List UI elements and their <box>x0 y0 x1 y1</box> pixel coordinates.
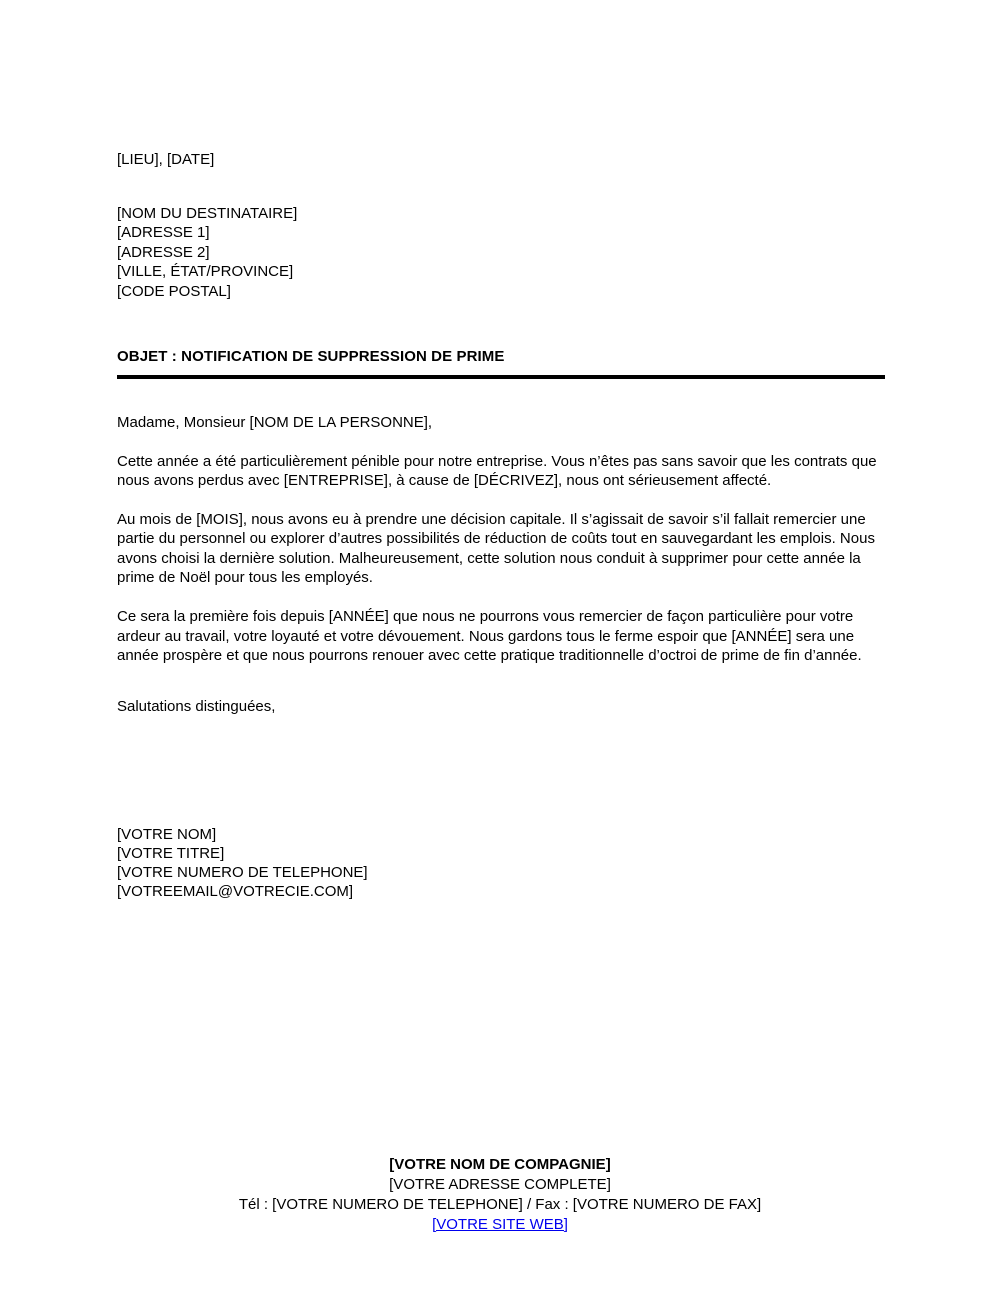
spacer-after-rule <box>117 379 885 413</box>
signature-space <box>117 716 885 782</box>
recipient-name: [NOM DU DESTINATAIRE] <box>117 204 298 222</box>
signer-title: [VOTRE TITRE] <box>117 845 225 863</box>
footer-company-name: [VOTRE NOM DE COMPAGNIE] <box>389 1156 611 1173</box>
signature-space-extra <box>117 782 885 825</box>
subject-line: OBJET : NOTIFICATION DE SUPPRESSION DE PRIME <box>117 348 505 365</box>
recipient-address-2: [ADRESSE 2] <box>117 243 210 261</box>
page-footer <box>0 1155 1000 1235</box>
signature-block <box>117 825 885 901</box>
signer-phone: [VOTRE NUMERO DE TELEPHONE] <box>117 864 368 882</box>
footer-contact: Tél : [VOTRE NUMERO DE TELEPHONE] / Fax : [VOTRE NUMERO DE FAX] <box>238 1196 762 1213</box>
spacer-before-subject <box>117 301 885 347</box>
recipient-address-1: [ADRESSE 1] <box>117 224 210 241</box>
signer-email: [VOTREEMAIL@VOTRECIE.COM] <box>117 883 354 901</box>
footer-website-link[interactable]: [VOTRE SITE WEB] <box>432 1216 568 1233</box>
paragraph-1: Cette année a été particulièrement pénible pour notre entreprise. Vous n’êtes pas sans savoir que les contrats que nous avons perdus avec [ENTREPRISE], à cause de [DÉCRIVEZ], nous ont sérieusement affecté. <box>117 452 877 490</box>
recipient-city-state: [VILLE, ÉTAT/PROVINCE] <box>117 263 294 280</box>
date-line: [LIEU], [DATE] <box>117 151 215 168</box>
spacer-after-date <box>117 170 885 204</box>
paragraph-2: Au mois de [MOIS], nous avons eu à prendre une décision capitale. Il s’agissait de savoir s’il fallait remercier une partie du personnel ou explorer d’autres possibilités de réduction de coûts tout en sauvegardant les emplois. Nous avons choisi la dernière solution. Malheureusement, cette solution nous conduit à supprimer pour cette année la prime de Noël pour tous les employés. <box>117 510 875 587</box>
recipient-postal-code: [CODE POSTAL] <box>117 282 231 300</box>
date-line-block <box>117 150 885 170</box>
paragraph-3: Ce sera la première fois depuis [ANNÉE] que nous ne pourrons vous remercier de façon particulière pour votre ardeur au travail, votre loyauté et votre dévouement. Nous gardons tous le ferme espoir que [ANNÉE] sera une année prospère et que nous pourrons renouer avec cette pratique traditionnelle d’octroi de prime de fin d’année. <box>117 608 862 665</box>
footer-address: [VOTRE ADRESSE COMPLETE] <box>389 1176 611 1193</box>
letter-body <box>117 150 885 901</box>
salutation: Madame, Monsieur [NOM DE LA PERSONNE], <box>117 414 433 431</box>
signer-name: [VOTRE NOM] <box>117 826 217 844</box>
footer-website-line <box>0 1215 1000 1235</box>
recipient-address-block <box>117 204 885 302</box>
spacer-after-salutation <box>117 433 885 452</box>
closing-line: Salutations distinguées, <box>117 697 276 715</box>
spacer-before-closing <box>117 666 885 697</box>
